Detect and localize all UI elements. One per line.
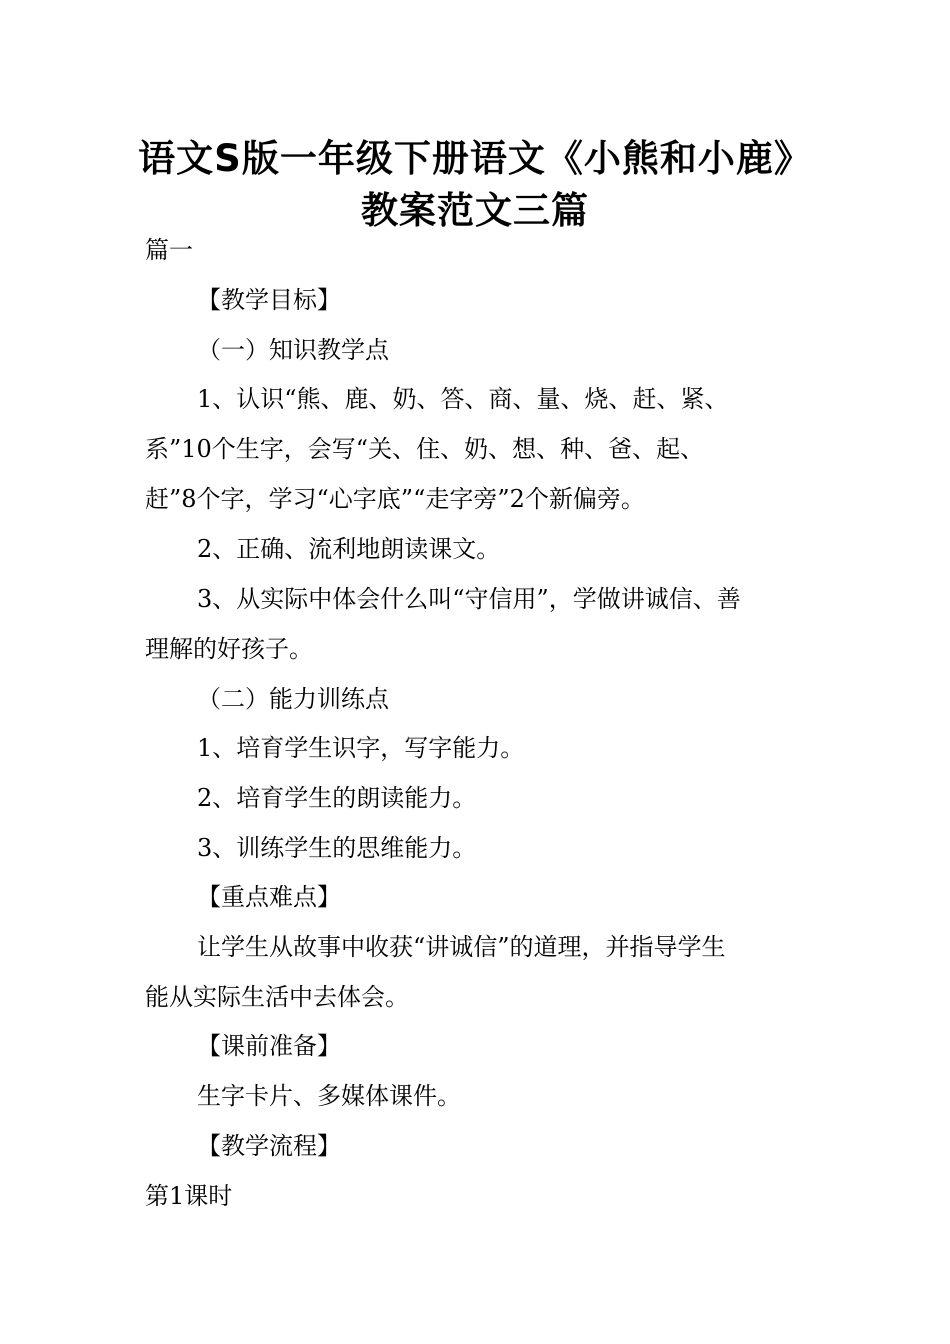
lesson-label: 第1课时 bbox=[145, 1182, 233, 1210]
section-label: 篇一 bbox=[145, 236, 193, 264]
knowledge-item-1-line-3: 赶”8个字，学习“心字底”“走字旁”2个新偏旁。 bbox=[145, 485, 645, 513]
document-title-line-2: 教案范文三篇 bbox=[361, 189, 589, 232]
subheading-knowledge-points: （一）知识教学点 bbox=[197, 336, 389, 364]
heading-teaching-flow: 【教学流程】 bbox=[197, 1132, 341, 1160]
knowledge-item-3-line-2: 理解的好孩子。 bbox=[145, 635, 313, 663]
knowledge-item-3-line-1: 3、从实际中体会什么叫“守信用”，学做讲诚信、善 bbox=[197, 585, 741, 613]
document-title-line-1: 语文S版一年级下册语文《小熊和小鹿》 bbox=[138, 137, 812, 180]
knowledge-item-2: 2、正确、流利地朗读课文。 bbox=[197, 535, 501, 563]
heading-key-difficulties: 【重点难点】 bbox=[197, 883, 341, 911]
subheading-ability-points: （二）能力训练点 bbox=[197, 685, 389, 713]
key-difficulties-line-1: 让学生从故事中收获“讲诚信”的道理，并指导学生 bbox=[197, 933, 726, 961]
knowledge-item-1-line-1: 1、认识“熊、鹿、奶、答、商、量、烧、赶、紧、 bbox=[197, 385, 729, 413]
heading-teaching-goals: 【教学目标】 bbox=[197, 286, 341, 314]
ability-item-1: 1、培育学生识字，写字能力。 bbox=[197, 734, 525, 762]
preparation-text: 生字卡片、多媒体课件。 bbox=[197, 1082, 461, 1110]
key-difficulties-line-2: 能从实际生活中去体会。 bbox=[145, 983, 409, 1011]
heading-preparation: 【课前准备】 bbox=[197, 1032, 341, 1060]
ability-item-3: 3、训练学生的思维能力。 bbox=[197, 834, 477, 862]
ability-item-2: 2、培育学生的朗读能力。 bbox=[197, 784, 477, 812]
knowledge-item-1-line-2: 系”10个生字，会写“关、住、奶、想、种、爸、起、 bbox=[145, 435, 705, 463]
